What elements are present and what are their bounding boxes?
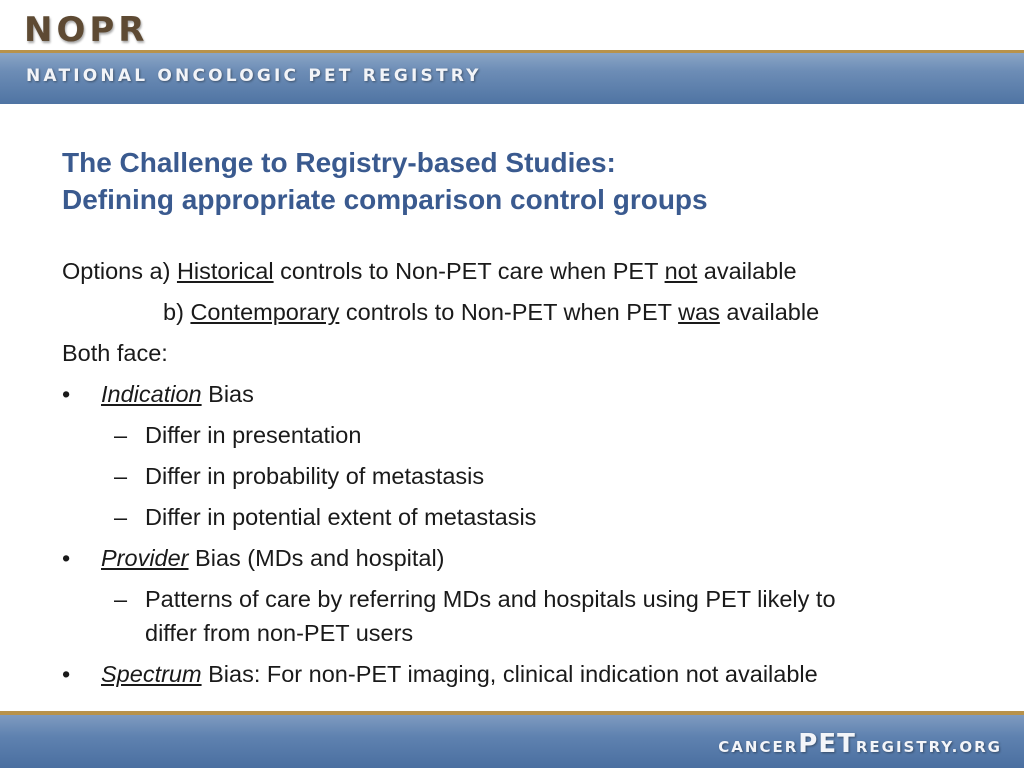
provider-rest: Bias (MDs and hospital) [188, 545, 445, 571]
slide-title [62, 144, 982, 218]
option-b-suffix: available [719, 299, 820, 325]
title-line-1: The Challenge to Registry-based Studies: [62, 147, 616, 178]
spectrum-label: Spectrum [101, 661, 202, 687]
dash-icon: – [114, 463, 128, 489]
bullet-indication [101, 379, 254, 409]
option-b-contemporary: Contemporary [190, 299, 340, 325]
dash-icon: – [114, 586, 128, 612]
bullet-icon: • [62, 381, 71, 407]
dash-icon: – [114, 422, 128, 448]
sub-item: Patterns of care by referring MDs and hospitals using PET likely to [145, 586, 836, 612]
footer-url [718, 729, 1002, 759]
dash-icon: – [114, 504, 128, 530]
sub-item: Differ in presentation [145, 422, 362, 448]
title-line-2: Defining appropriate comparison control groups [62, 184, 708, 215]
indication-rest: Bias [201, 381, 254, 407]
option-a-prefix: Options a) [62, 258, 177, 284]
sub-item: Differ in potential extent of metastasis [145, 504, 537, 530]
footer-pet: PET [798, 729, 856, 759]
sub-item: Differ in probability of metastasis [145, 463, 485, 489]
bullet-spectrum [101, 659, 818, 689]
bullet-provider [101, 543, 445, 573]
footer-cancer: CANCER [718, 738, 799, 756]
header-banner [0, 50, 1024, 104]
bullet-icon: • [62, 661, 71, 687]
bullet-icon: • [62, 545, 71, 571]
option-b [163, 297, 819, 327]
option-a-mid: controls to Non-PET care when PET [273, 258, 665, 284]
option-a-not: not [664, 258, 698, 284]
both-face: Both face: [62, 340, 168, 366]
option-b-prefix: b) [163, 299, 191, 325]
footer-registry: REGISTRY.ORG [855, 738, 1002, 756]
option-a-historical: Historical [176, 258, 274, 284]
spectrum-rest: Bias: For non-PET imaging, clinical indication not available [201, 661, 818, 687]
indication-label: Indication [101, 381, 202, 407]
option-b-mid: controls to Non-PET when PET [339, 299, 679, 325]
footer-banner [0, 711, 1024, 768]
banner-title: NATIONAL ONCOLOGIC PET REGISTRY [26, 66, 482, 86]
option-a-suffix: available [697, 258, 797, 284]
nopr-logo: NOPR [24, 10, 149, 50]
option-a [62, 256, 797, 286]
option-b-was: was [678, 299, 720, 325]
sub-item-continued: differ from non-PET users [145, 620, 414, 646]
provider-label: Provider [101, 545, 189, 571]
